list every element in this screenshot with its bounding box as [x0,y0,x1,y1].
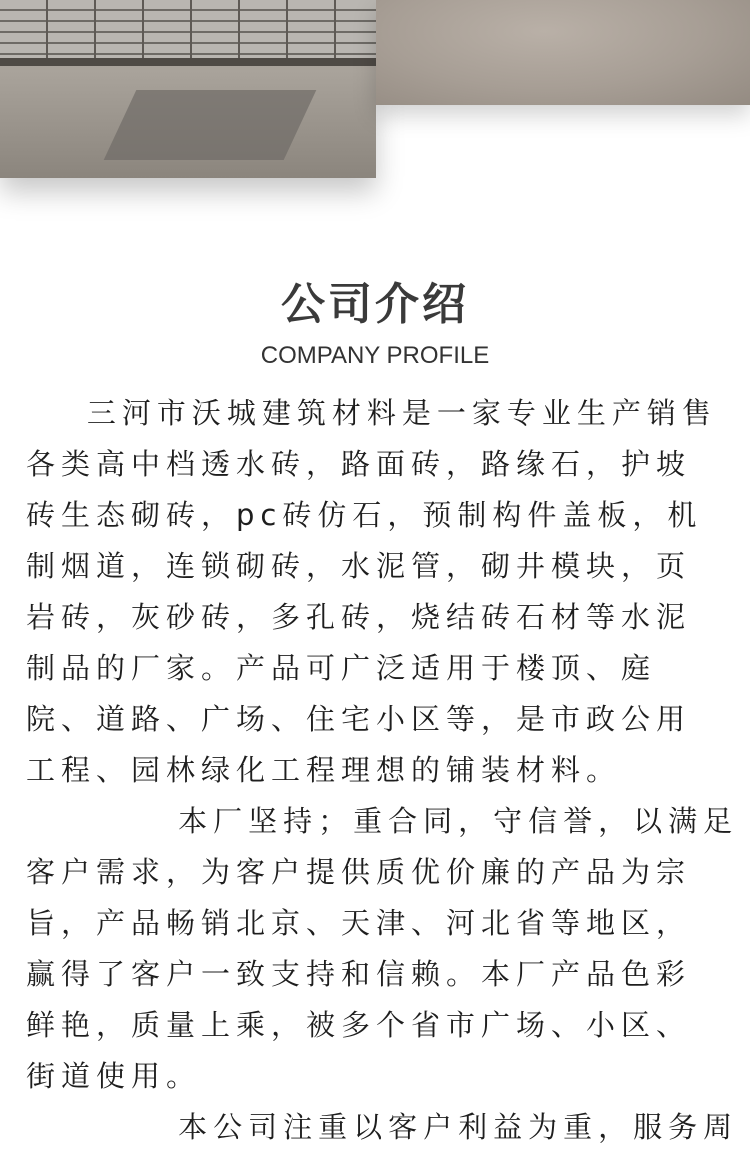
profile-line: 本公司注重以客户利益为重，服务周 [26,1110,739,1144]
profile-line: 各类高中档透水砖，路面砖，路缘石，护坡 [26,447,692,481]
section-heading [0,276,750,372]
brick-yard-photo [0,0,376,178]
ground-slab [104,90,317,160]
profile-line: 旨，产品畅销北京、天津、河北省等地区， [26,906,692,940]
section-title: 公司介绍 [281,279,469,330]
profile-line: 制品的厂家。产品可广泛适用于楼顶、庭 [26,651,657,685]
profile-line: 街道使用。 [26,1059,202,1093]
profile-line: 砖生态砌砖，pc砖仿石，预制构件盖板，机 [26,498,703,532]
profile-line: 院、道路、广场、住宅小区等，是市政公用 [26,702,692,736]
company-profile-text [26,388,739,1153]
profile-line: 鲜艳，质量上乘，被多个省市广场、小区、 [26,1008,692,1042]
profile-line: 客户需求，为客户提供质优价廉的产品为宗 [26,855,692,889]
profile-line: 制烟道，连锁砌砖，水泥管，砌井模块，页 [26,549,692,583]
header-photos [0,0,750,240]
profile-line: 本厂坚持；重合同，守信誉，以满足 [26,804,739,838]
brick-pallets [0,0,376,70]
profile-line: 岩砖，灰砂砖，多孔砖，烧结砖石材等水泥 [26,600,692,634]
stone-texture-photo [376,0,750,105]
profile-line: 赢得了客户一致支持和信赖。本厂产品色彩 [26,957,692,991]
profile-line: 三河市沃城建筑材料是一家专业生产销售 [26,396,717,430]
profile-line: 工程、园林绿化工程理想的铺装材料。 [26,753,622,787]
section-subtitle: COMPANY PROFILE [260,342,490,369]
